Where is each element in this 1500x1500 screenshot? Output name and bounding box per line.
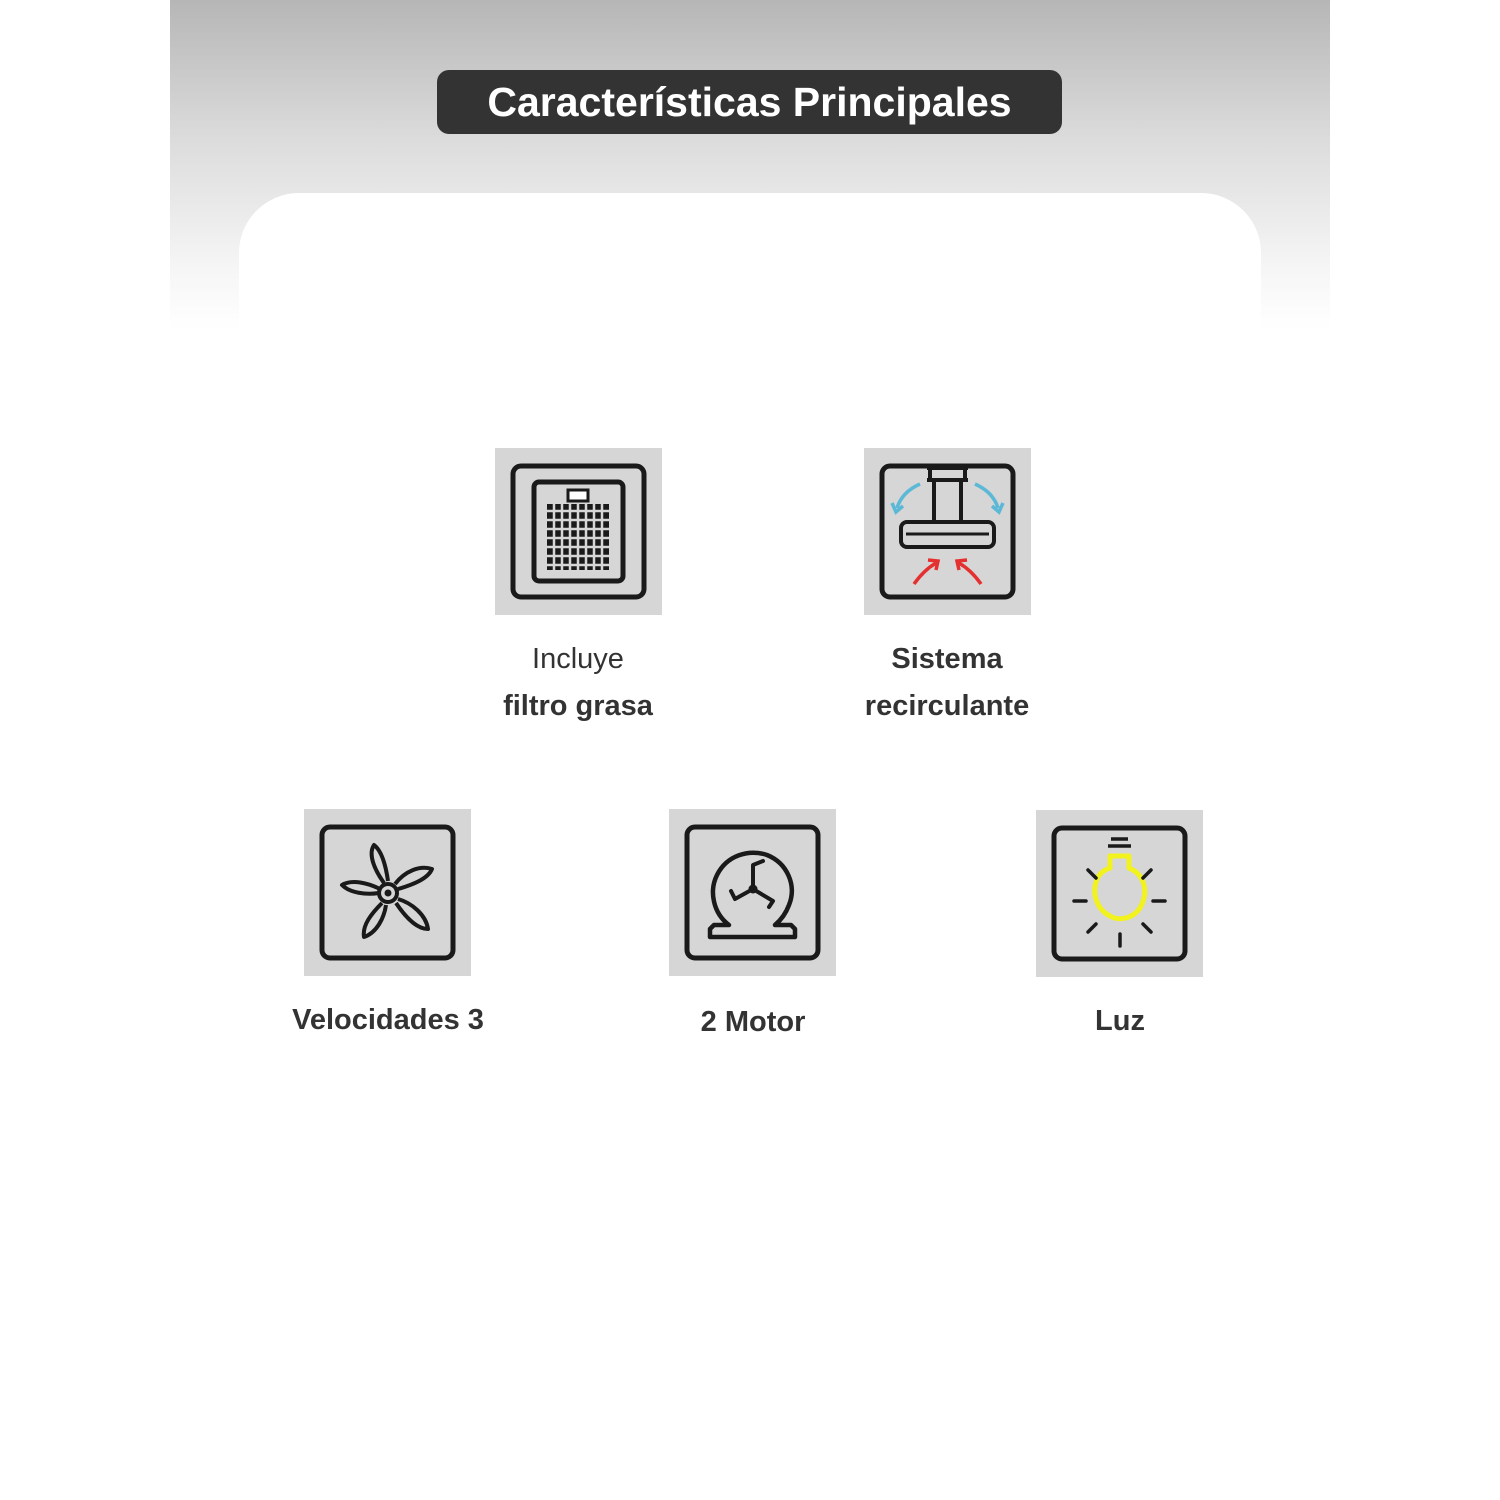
feature-caption-line1: Incluye: [532, 643, 624, 675]
feature-tile-motor: [669, 809, 836, 976]
light-bulb-icon: [1036, 810, 1203, 977]
feature-caption-line1: 2 Motor: [700, 1006, 806, 1038]
page-title-text: Características Principales: [487, 78, 1012, 125]
feature-tile-speeds: [304, 809, 471, 976]
grease-filter-icon: [495, 448, 662, 615]
feature-caption-line2: filtro grasa: [503, 690, 653, 722]
feature-tile-filter: [495, 448, 662, 615]
feature-caption-line1: Luz: [1095, 1005, 1145, 1037]
feature-caption-recirc: [787, 636, 1107, 730]
feature-caption-motor: [593, 999, 913, 1046]
feature-tile-recirc: [864, 448, 1031, 615]
page-title: [437, 70, 1062, 134]
feature-tile-light: [1036, 810, 1203, 977]
feature-caption-filter: [418, 636, 738, 730]
feature-caption-line1: Sistema: [891, 643, 1003, 675]
feature-caption-speeds: [228, 997, 548, 1044]
recirculating-hood-icon: [864, 448, 1031, 615]
feature-caption-light: [960, 998, 1280, 1045]
motor-gauge-icon: [669, 809, 836, 976]
fan-icon: [304, 809, 471, 976]
feature-caption-line2: recirculante: [864, 690, 1030, 722]
feature-caption-line1: Velocidades 3: [292, 1004, 484, 1036]
